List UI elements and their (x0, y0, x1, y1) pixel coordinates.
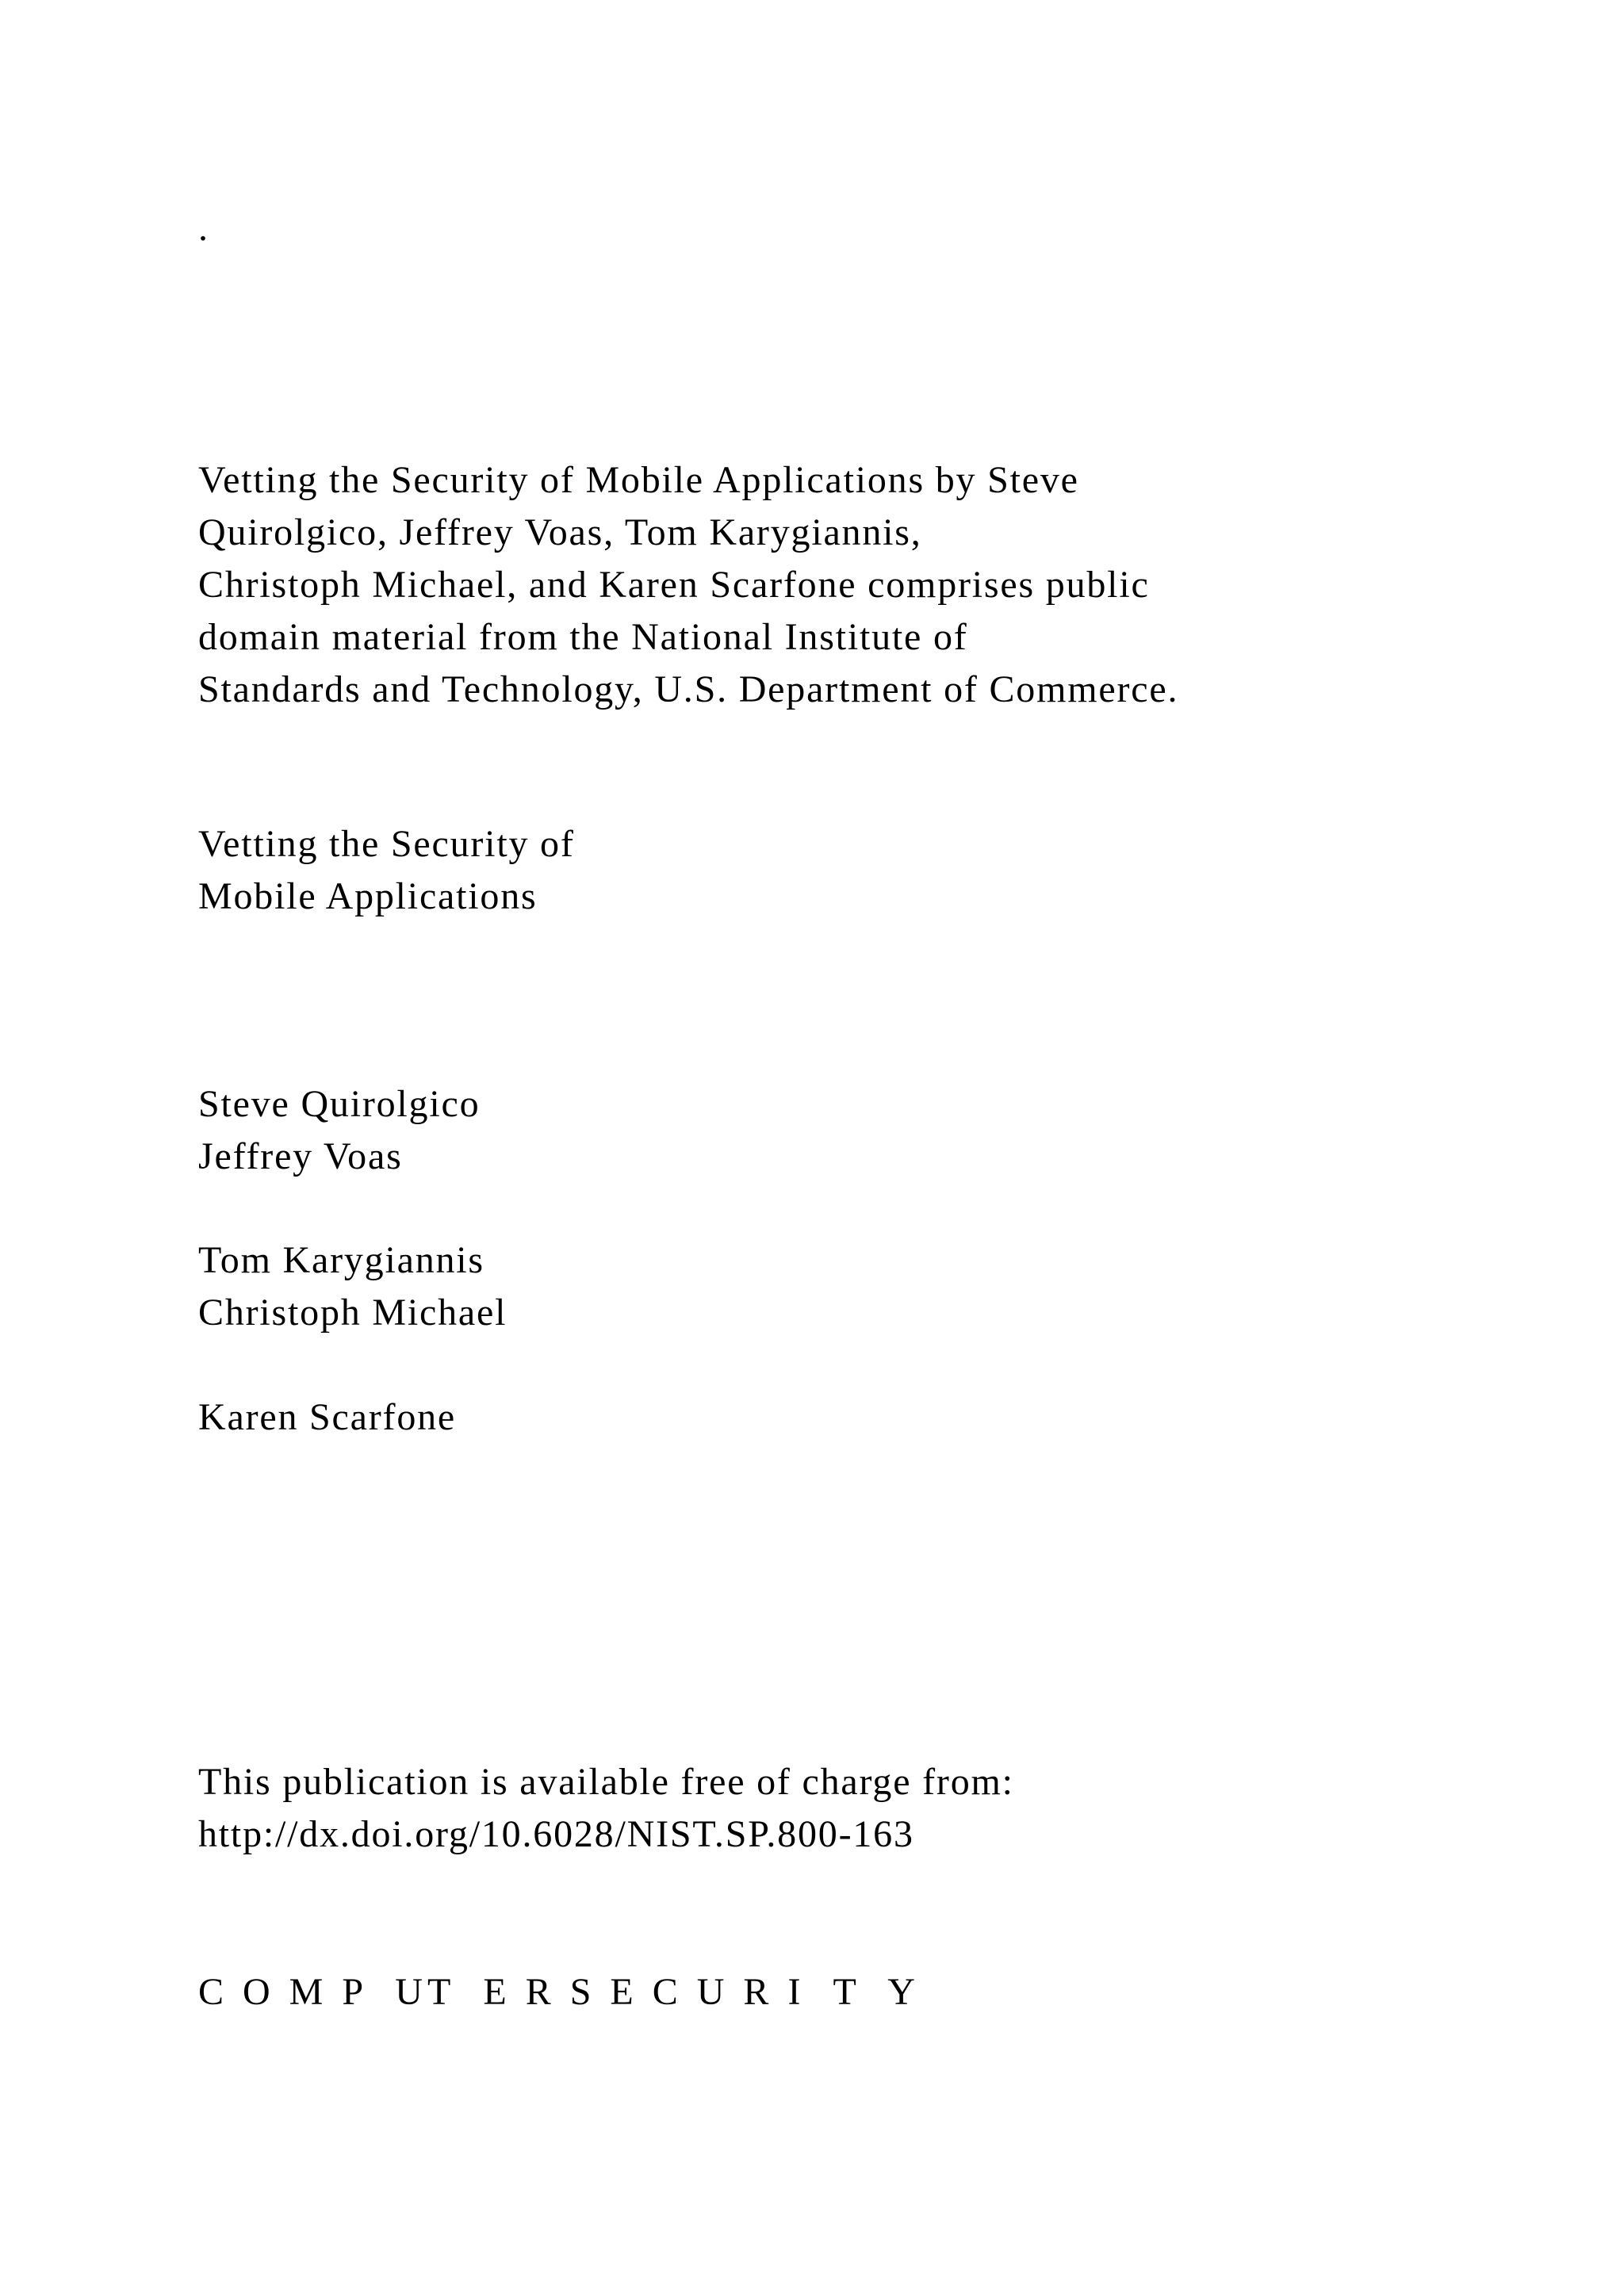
credit-statement (198, 454, 1178, 716)
credit-line: Vetting the Security of Mobile Applications by Steve (198, 459, 1079, 501)
author-name: Christoph Michael (198, 1292, 508, 1334)
credit-line: Christoph Michael, and Karen Scarfone comprises public (198, 564, 1150, 606)
author-name: Karen Scarfone (198, 1396, 457, 1438)
title-line: Mobile Applications (198, 875, 538, 917)
document-title (198, 818, 575, 923)
author-group (198, 1234, 507, 1339)
author-group (198, 1391, 456, 1444)
title-line: Vetting the Security of (198, 823, 575, 865)
credit-line: Standards and Technology, U.S. Department of Commerce. (198, 668, 1179, 710)
availability-text: This publication is available free of charge from: (198, 1761, 1014, 1803)
credit-line: Quirolgico, Jeffrey Voas, Tom Karygiannis, (198, 511, 922, 553)
credit-line: domain material from the National Institute of (198, 616, 968, 658)
author-group (198, 1078, 480, 1183)
series-label: C O M P UT E R S E C U R I T Y (198, 1971, 920, 2013)
author-name: Steve Quirolgico (198, 1083, 481, 1125)
author-name: Tom Karygiannis (198, 1239, 485, 1281)
doi-link[interactable]: http://dx.doi.org/10.6028/NIST.SP.800-163 (198, 1813, 914, 1855)
author-name: Jeffrey Voas (198, 1135, 403, 1177)
availability-statement (198, 1756, 1014, 1861)
leading-mark: . (198, 207, 209, 249)
